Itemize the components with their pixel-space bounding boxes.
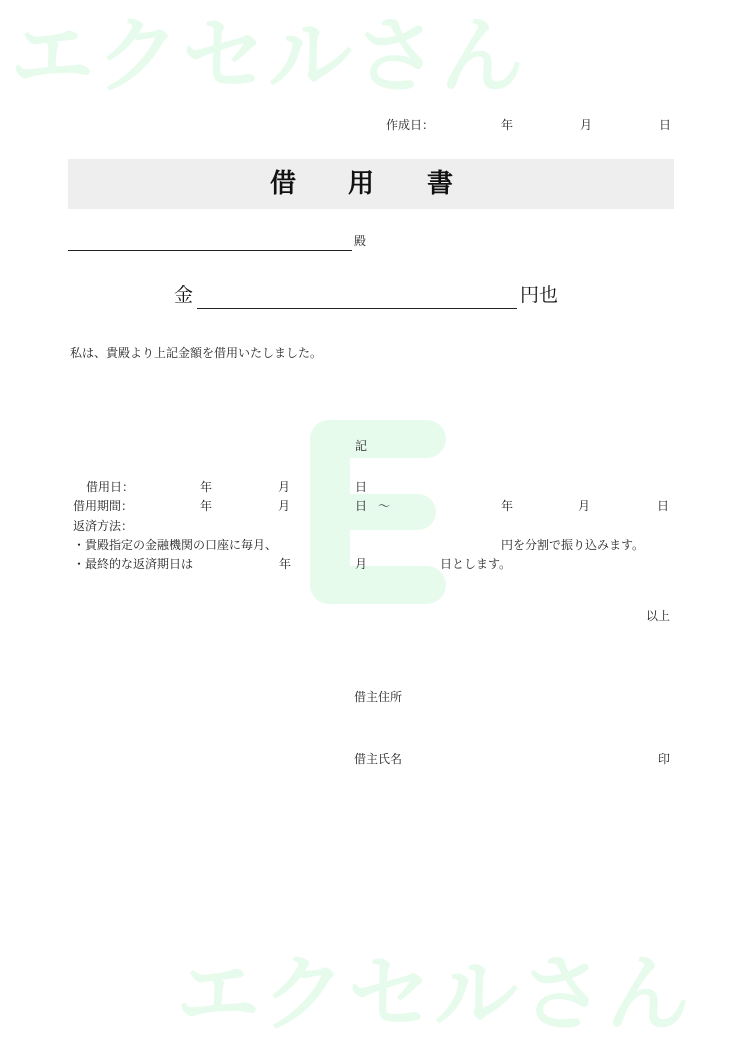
loan-period-tilde: ～: [378, 499, 391, 513]
title-char-1: 借: [270, 169, 297, 199]
watermark-top: エクセルさん: [10, 7, 527, 105]
borrower-name-label: 借主氏名: [354, 752, 403, 766]
amount-underline: [197, 308, 517, 309]
amount-suffix: 円也: [520, 284, 559, 306]
ki-heading: 記: [355, 439, 368, 453]
repayment-line1-b: 円を分割で振り込みます。: [501, 538, 645, 552]
created-day: 日: [659, 118, 672, 132]
repayment-line2-b: 日とします。: [440, 557, 512, 571]
statement: 私は、貴殿より上記金額を借用いたしました。: [70, 346, 323, 360]
recipient-suffix: 殿: [354, 234, 367, 248]
loan-period-label: 借用期間：: [73, 499, 134, 513]
ijo: 以上: [646, 609, 671, 623]
title-char-3: 書: [427, 169, 454, 199]
loan-period-month: 月: [278, 499, 291, 513]
loan-period-month2: 月: [578, 499, 591, 513]
seal-mark: 印: [658, 752, 671, 766]
loan-date-label: 借用日：: [86, 480, 135, 494]
loan-period-year2: 年: [501, 499, 514, 513]
watermark-bottom: エクセルさん: [176, 945, 693, 1043]
repayment-line2-a: ・最終的な返済期日は: [73, 557, 194, 571]
repayment-line2-year: 年: [279, 557, 292, 571]
loan-period-day: 日: [355, 499, 368, 513]
title-char-2: 用: [348, 169, 375, 199]
recipient-underline: [68, 250, 352, 251]
loan-date-day: 日: [355, 480, 368, 494]
borrower-address-label: 借主住所: [354, 690, 403, 704]
loan-period-day2: 日: [657, 499, 670, 513]
created-year: 年: [501, 118, 514, 132]
loan-date-month: 月: [278, 480, 291, 494]
created-month: 月: [580, 118, 593, 132]
repayment-label: 返済方法：: [73, 519, 134, 533]
repayment-line1-a: ・貴殿指定の金融機関の口座に毎月、: [73, 538, 278, 552]
created-label: 作成日：: [386, 118, 435, 132]
loan-period-year: 年: [200, 499, 213, 513]
loan-date-year: 年: [200, 480, 213, 494]
repayment-line2-month: 月: [355, 557, 368, 571]
amount-prefix: 金: [174, 284, 194, 306]
